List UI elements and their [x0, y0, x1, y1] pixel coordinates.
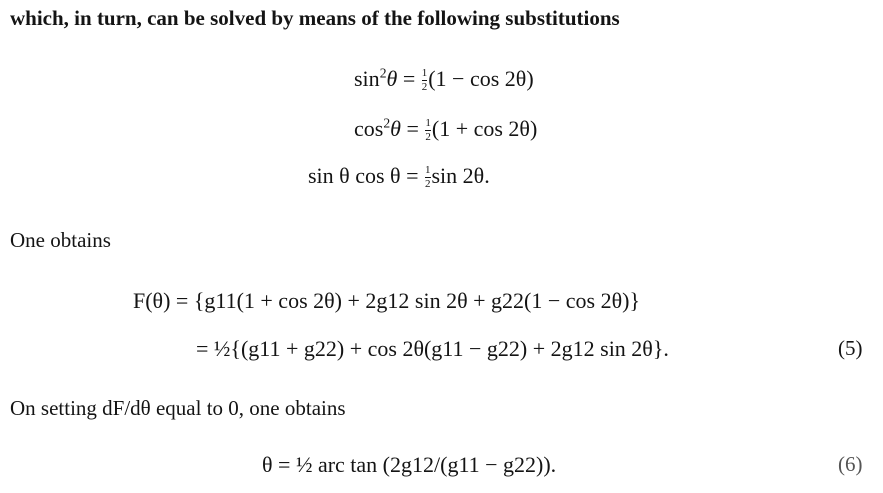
sin-squared-lhs: $\sin^2\theta$: [354, 65, 398, 91]
sin-cos-lhs: sin θ cos θ: [308, 163, 401, 188]
fraction-half: $\frac{1}{2}$: [425, 116, 431, 143]
sin-cos-rhs: sin 2θ.: [431, 163, 490, 188]
equation-5-line-1: F(θ) = {g11(1 + cos 2θ) + 2g12 sin 2θ + g22(1 − cos 2θ)}: [133, 288, 641, 313]
equation-cos-squared: $\cos^2\theta$ = $\frac{1}{2}$ (1 + cos 2θ): [354, 115, 538, 143]
equation-5-line-2: = ½{(g11 + g22) + cos 2θ(g11 − g22) + 2g12 sin 2θ}.: [196, 336, 669, 361]
sin-squared-rhs: (1 − cos 2θ): [428, 66, 534, 91]
equation-sin-squared: $\sin^2\theta$ = $\frac{1}{2}$ (1 − cos 2θ): [354, 65, 534, 93]
equation-6: θ = ½ arc tan (2g12/(g11 − g22)).: [262, 452, 557, 477]
fraction-half: $\frac{1}{2}$: [425, 163, 431, 190]
paragraph-obtains: One obtains: [10, 228, 111, 252]
equation-number-6: (6): [838, 452, 863, 476]
fraction-half: $\frac{1}{2}$: [421, 66, 428, 93]
equation-sin-cos: sin θ cos θ = $\frac{1}{2}$ sin 2θ.: [308, 163, 490, 190]
cos-squared-lhs: $\cos^2\theta$: [354, 115, 401, 141]
paragraph-setting: On setting dF/dθ equal to 0, one obtains: [10, 396, 346, 420]
cos-squared-rhs: (1 + cos 2θ): [431, 116, 538, 141]
equation-number-5: (5): [838, 336, 863, 360]
paragraph-intro: which, in turn, can be solved by means of the following substitutions: [10, 6, 620, 30]
